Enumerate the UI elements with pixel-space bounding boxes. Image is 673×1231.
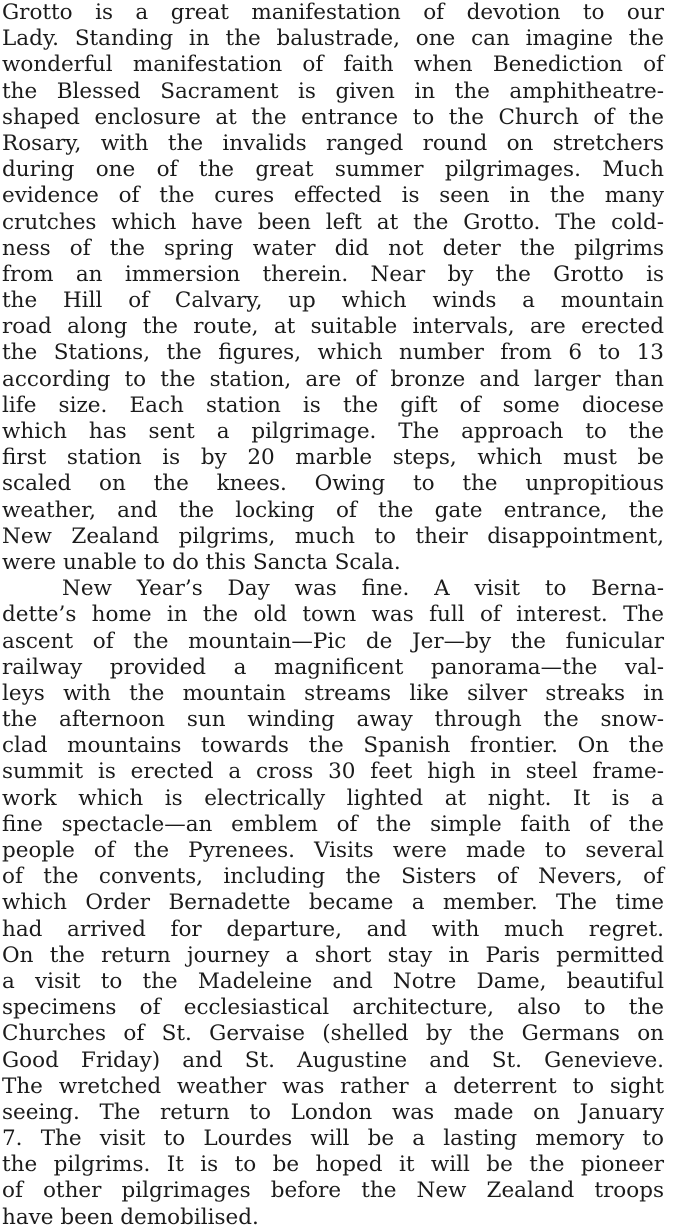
text-line: crutches which have been left at the Grotto. The cold- (2, 209, 664, 235)
text-line: ascent of the mountain—Pic de Jer—by the funicular (2, 628, 664, 654)
text-line: specimens of ecclesiastical architecture, also to the (2, 995, 664, 1021)
text-line: New Zealand pilgrims, much to their disappointment, (2, 523, 664, 549)
text-line: railway provided a magnificent panorama—the val- (2, 654, 664, 680)
text-line: summit is erected a cross 30 feet high in steel frame- (2, 759, 664, 785)
text-line: On the return journey a short stay in Paris permitted (2, 942, 664, 968)
text-line: ness of the spring water did not deter the pilgrims (2, 235, 664, 261)
text-line: work which is electrically lighted at night. It is a (2, 785, 664, 811)
paragraph-end-line: have been demobilised. (2, 1204, 259, 1230)
text-line: leys with the mountain streams like silver streaks in (2, 680, 664, 706)
text-line: clad mountains towards the Spanish frontier. On the (2, 733, 664, 759)
article-text (2, 0, 664, 1230)
paragraph-end-line: were unable to do this Sancta Scala. (2, 549, 401, 575)
text-line: from an immersion therein. Near by the Grotto is (2, 261, 664, 287)
text-line: which Order Bernadette became a member. The time (2, 890, 664, 916)
paragraph-start-line: New Year’s Day was fine. A visit to Berna- (62, 576, 664, 602)
text-line: of other pilgrimages before the New Zealand troops (2, 1178, 664, 1204)
text-line: during one of the great summer pilgrimages. Much (2, 157, 664, 183)
text-line: Grotto is a great manifestation of devotion to our (2, 0, 664, 25)
text-line: the afternoon sun winding away through the snow- (2, 707, 664, 733)
text-line: the pilgrims. It is to be hoped it will be the pioneer (2, 1152, 664, 1178)
text-line: wonderful manifestation of faith when Benediction of (2, 52, 664, 78)
text-line: evidence of the cures effected is seen in the many (2, 183, 664, 209)
text-line: Churches of St. Gervaise (shelled by the Germans on (2, 1021, 664, 1047)
text-line: weather, and the locking of the gate entrance, the (2, 497, 664, 523)
text-line: fine spectacle—an emblem of the simple faith of the (2, 811, 664, 837)
text-line: a visit to the Madeleine and Notre Dame, beautiful (2, 968, 664, 994)
text-line: life size. Each station is the gift of some diocese (2, 392, 664, 418)
text-line: had arrived for departure, and with much regret. (2, 916, 664, 942)
text-line: Lady. Standing in the balustrade, one can imagine the (2, 26, 664, 52)
text-line: Rosary, with the invalids ranged round on stretchers (2, 130, 664, 156)
text-line: seeing. The return to London was made on January (2, 1099, 664, 1125)
text-line: Good Friday) and St. Augustine and St. Genevieve. (2, 1047, 664, 1073)
text-line: the Hill of Calvary, up which winds a mountain (2, 288, 664, 314)
text-line: people of the Pyrenees. Visits were made to several (2, 838, 664, 863)
text-line: scaled on the knees. Owing to the unpropitious (2, 471, 664, 497)
text-line: 7. The visit to Lourdes will be a lasting memory to (2, 1126, 664, 1152)
text-line: of the convents, including the Sisters of Nevers, of (2, 864, 664, 890)
text-line: road along the route, at suitable intervals, are erected (2, 314, 664, 340)
text-line: first station is by 20 marble steps, which must be (2, 445, 664, 471)
text-line: the Blessed Sacrament is given in the amphitheatre- (2, 78, 664, 104)
text-line: dette’s home in the old town was full of interest. The (2, 602, 664, 628)
text-line: according to the station, are of bronze and larger than (2, 366, 664, 392)
text-line: which has sent a pilgrimage. The approach to the (2, 419, 664, 444)
text-line: shaped enclosure at the entrance to the Church of the (2, 104, 664, 130)
text-line: the Stations, the figures, which number from 6 to 13 (2, 340, 664, 366)
text-line: The wretched weather was rather a deterrent to sight (2, 1073, 664, 1099)
